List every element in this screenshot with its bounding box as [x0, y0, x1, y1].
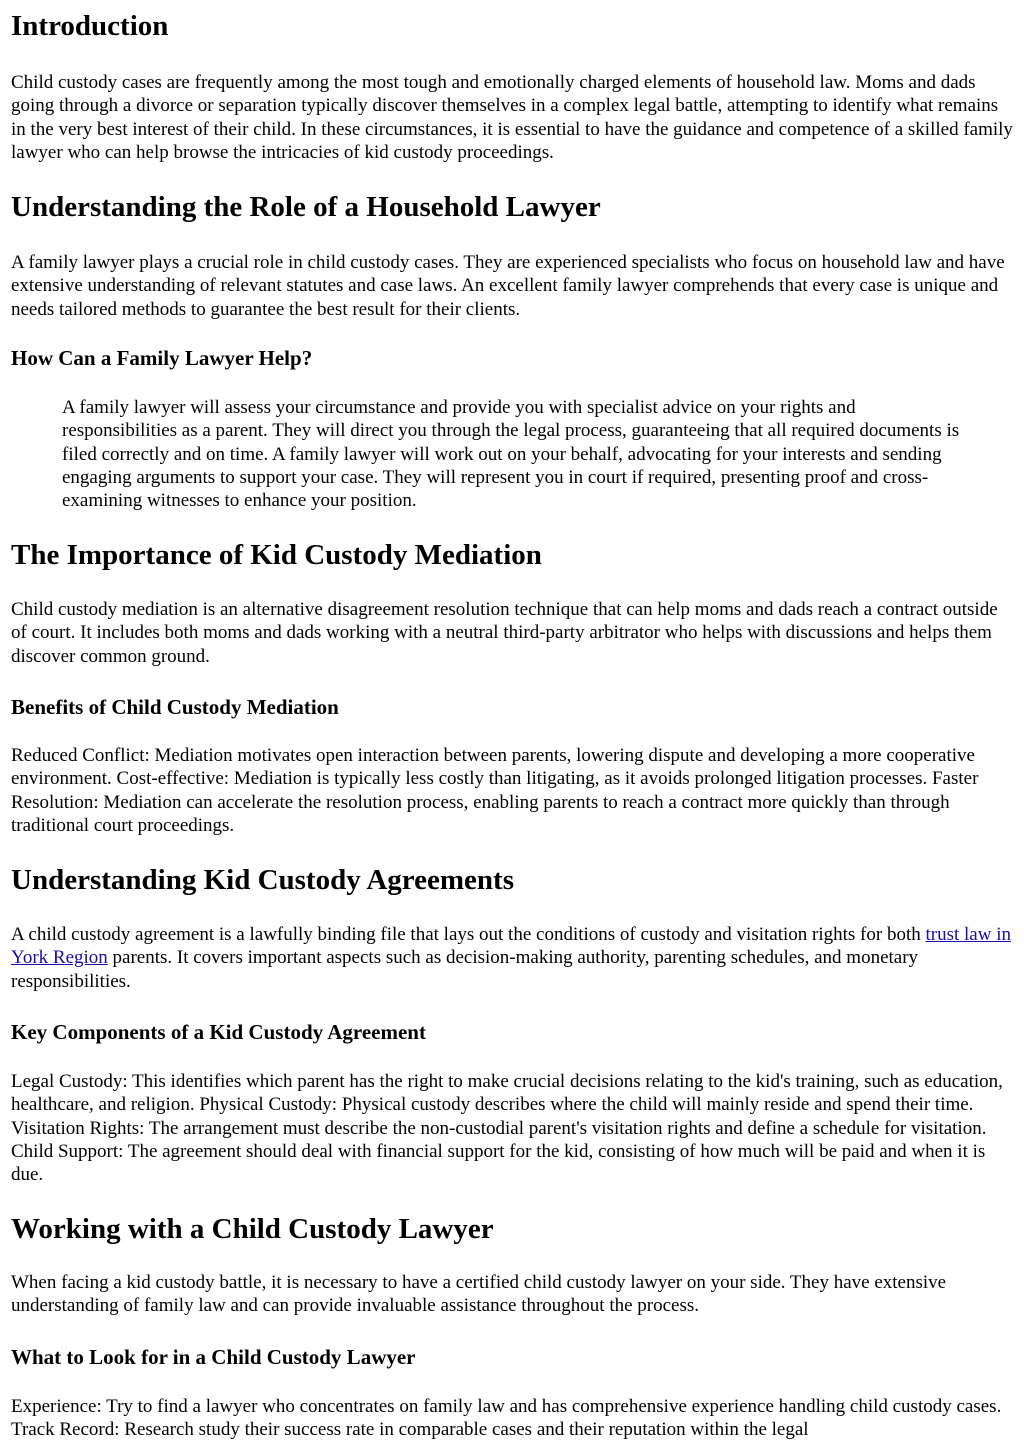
- blockquote-how-can-family-lawyer-help: A family lawyer will assess your circumstance and provide you with specialist advice on your rights and responsibilities as a parent. They will direct you through the legal process, guaranteeing that all required documents is filed correctly and on time. A family lawyer will work out on your behalf, advocating for your interests and sending engaging arguments to support your case. They will represent you in court if required, presenting proof and cross-examining witnesses to enhance your position.: [62, 397, 960, 512]
- subheading-benefits-of-mediation: Benefits of Child Custody Mediation: [11, 695, 339, 719]
- paragraph-key-components: Legal Custody: This identifies which parent has the right to make crucial decisions relating to the kid's training, such as education, healthcare, and religion. Physical Custody: Physical custody describes where the child will mainly reside and spend their time. Visitation Rights: The arrangement must describe the non-custodial parent's visitation rights and define a schedule for visitation. Child Support: The agreement should deal with financial support for the kid, consisting of how much will be paid and when it is due.: [11, 1071, 1003, 1186]
- trust-law-link[interactable]: trust law in York Region: [11, 924, 1011, 969]
- heading-custody-mediation: The Importance of Kid Custody Mediation: [11, 539, 542, 571]
- heading-custody-agreements: Understanding Kid Custody Agreements: [11, 864, 514, 896]
- heading-role-of-household-lawyer: Understanding the Role of a Household Lawyer: [11, 191, 601, 223]
- agreements-text-after-link: parents. It covers important aspects such as decision-making authority, parenting schedules, and monetary responsibilities.: [11, 947, 919, 992]
- paragraph-what-to-look-for: Experience: Try to find a lawyer who concentrates on family law and has comprehensive experience handling child custody cases. Track Record: Research study their success rate in comparable cases and their reputation within the legal: [11, 1396, 1002, 1441]
- heading-working-with-lawyer: Working with a Child Custody Lawyer: [11, 1213, 494, 1245]
- subheading-key-components: Key Components of a Kid Custody Agreement: [11, 1020, 426, 1044]
- agreements-text-before-link: A child custody agreement is a lawfully binding file that lays out the conditions of custody and visitation rights for both: [11, 924, 926, 945]
- subheading-what-to-look-for: What to Look for in a Child Custody Lawyer: [11, 1345, 416, 1369]
- paragraph-role-of-household-lawyer: A family lawyer plays a crucial role in child custody cases. They are experienced specialists who focus on household law and have extensive understanding of relevant statutes and case laws. An excellent family lawyer comprehends that every case is unique and needs tailored methods to guarantee the best result for their clients.: [11, 252, 1005, 320]
- paragraph-custody-mediation: Child custody mediation is an alternative disagreement resolution technique that can help moms and dads reach a contract outside of court. It includes both moms and dads working with a neutral third-party arbitrator who helps with discussions and helps them discover common ground.: [11, 599, 998, 667]
- subheading-how-can-family-lawyer-help: How Can a Family Lawyer Help?: [11, 346, 313, 370]
- paragraph-custody-agreements: [11, 923, 1016, 993]
- paragraph-introduction: Child custody cases are frequently among the most tough and emotionally charged elements of household law. Moms and dads going through a divorce or separation typically discover themselves in a complex legal battle, attempting to identify what remains in the very best interest of their child. In these circumstances, it is essential to have the guidance and competence of a skilled family lawyer who can help browse the intricacies of kid custody proceedings.: [11, 72, 1013, 163]
- paragraph-benefits-of-mediation: Reduced Conflict: Mediation motivates open interaction between parents, lowering dispute and developing a more cooperative environment. Cost-effective: Mediation is typically less costly than litigating, as it avoids prolonged litigation processes. Faster Resolution: Mediation can accelerate the resolution process, enabling parents to reach a contract more quickly than through traditional court proceedings.: [11, 745, 979, 836]
- paragraph-working-with-lawyer: When facing a kid custody battle, it is necessary to have a certified child custody lawyer on your side. They have extensive understanding of family law and can provide invaluable assistance throughout the process.: [11, 1272, 947, 1317]
- heading-introduction: Introduction: [11, 10, 169, 42]
